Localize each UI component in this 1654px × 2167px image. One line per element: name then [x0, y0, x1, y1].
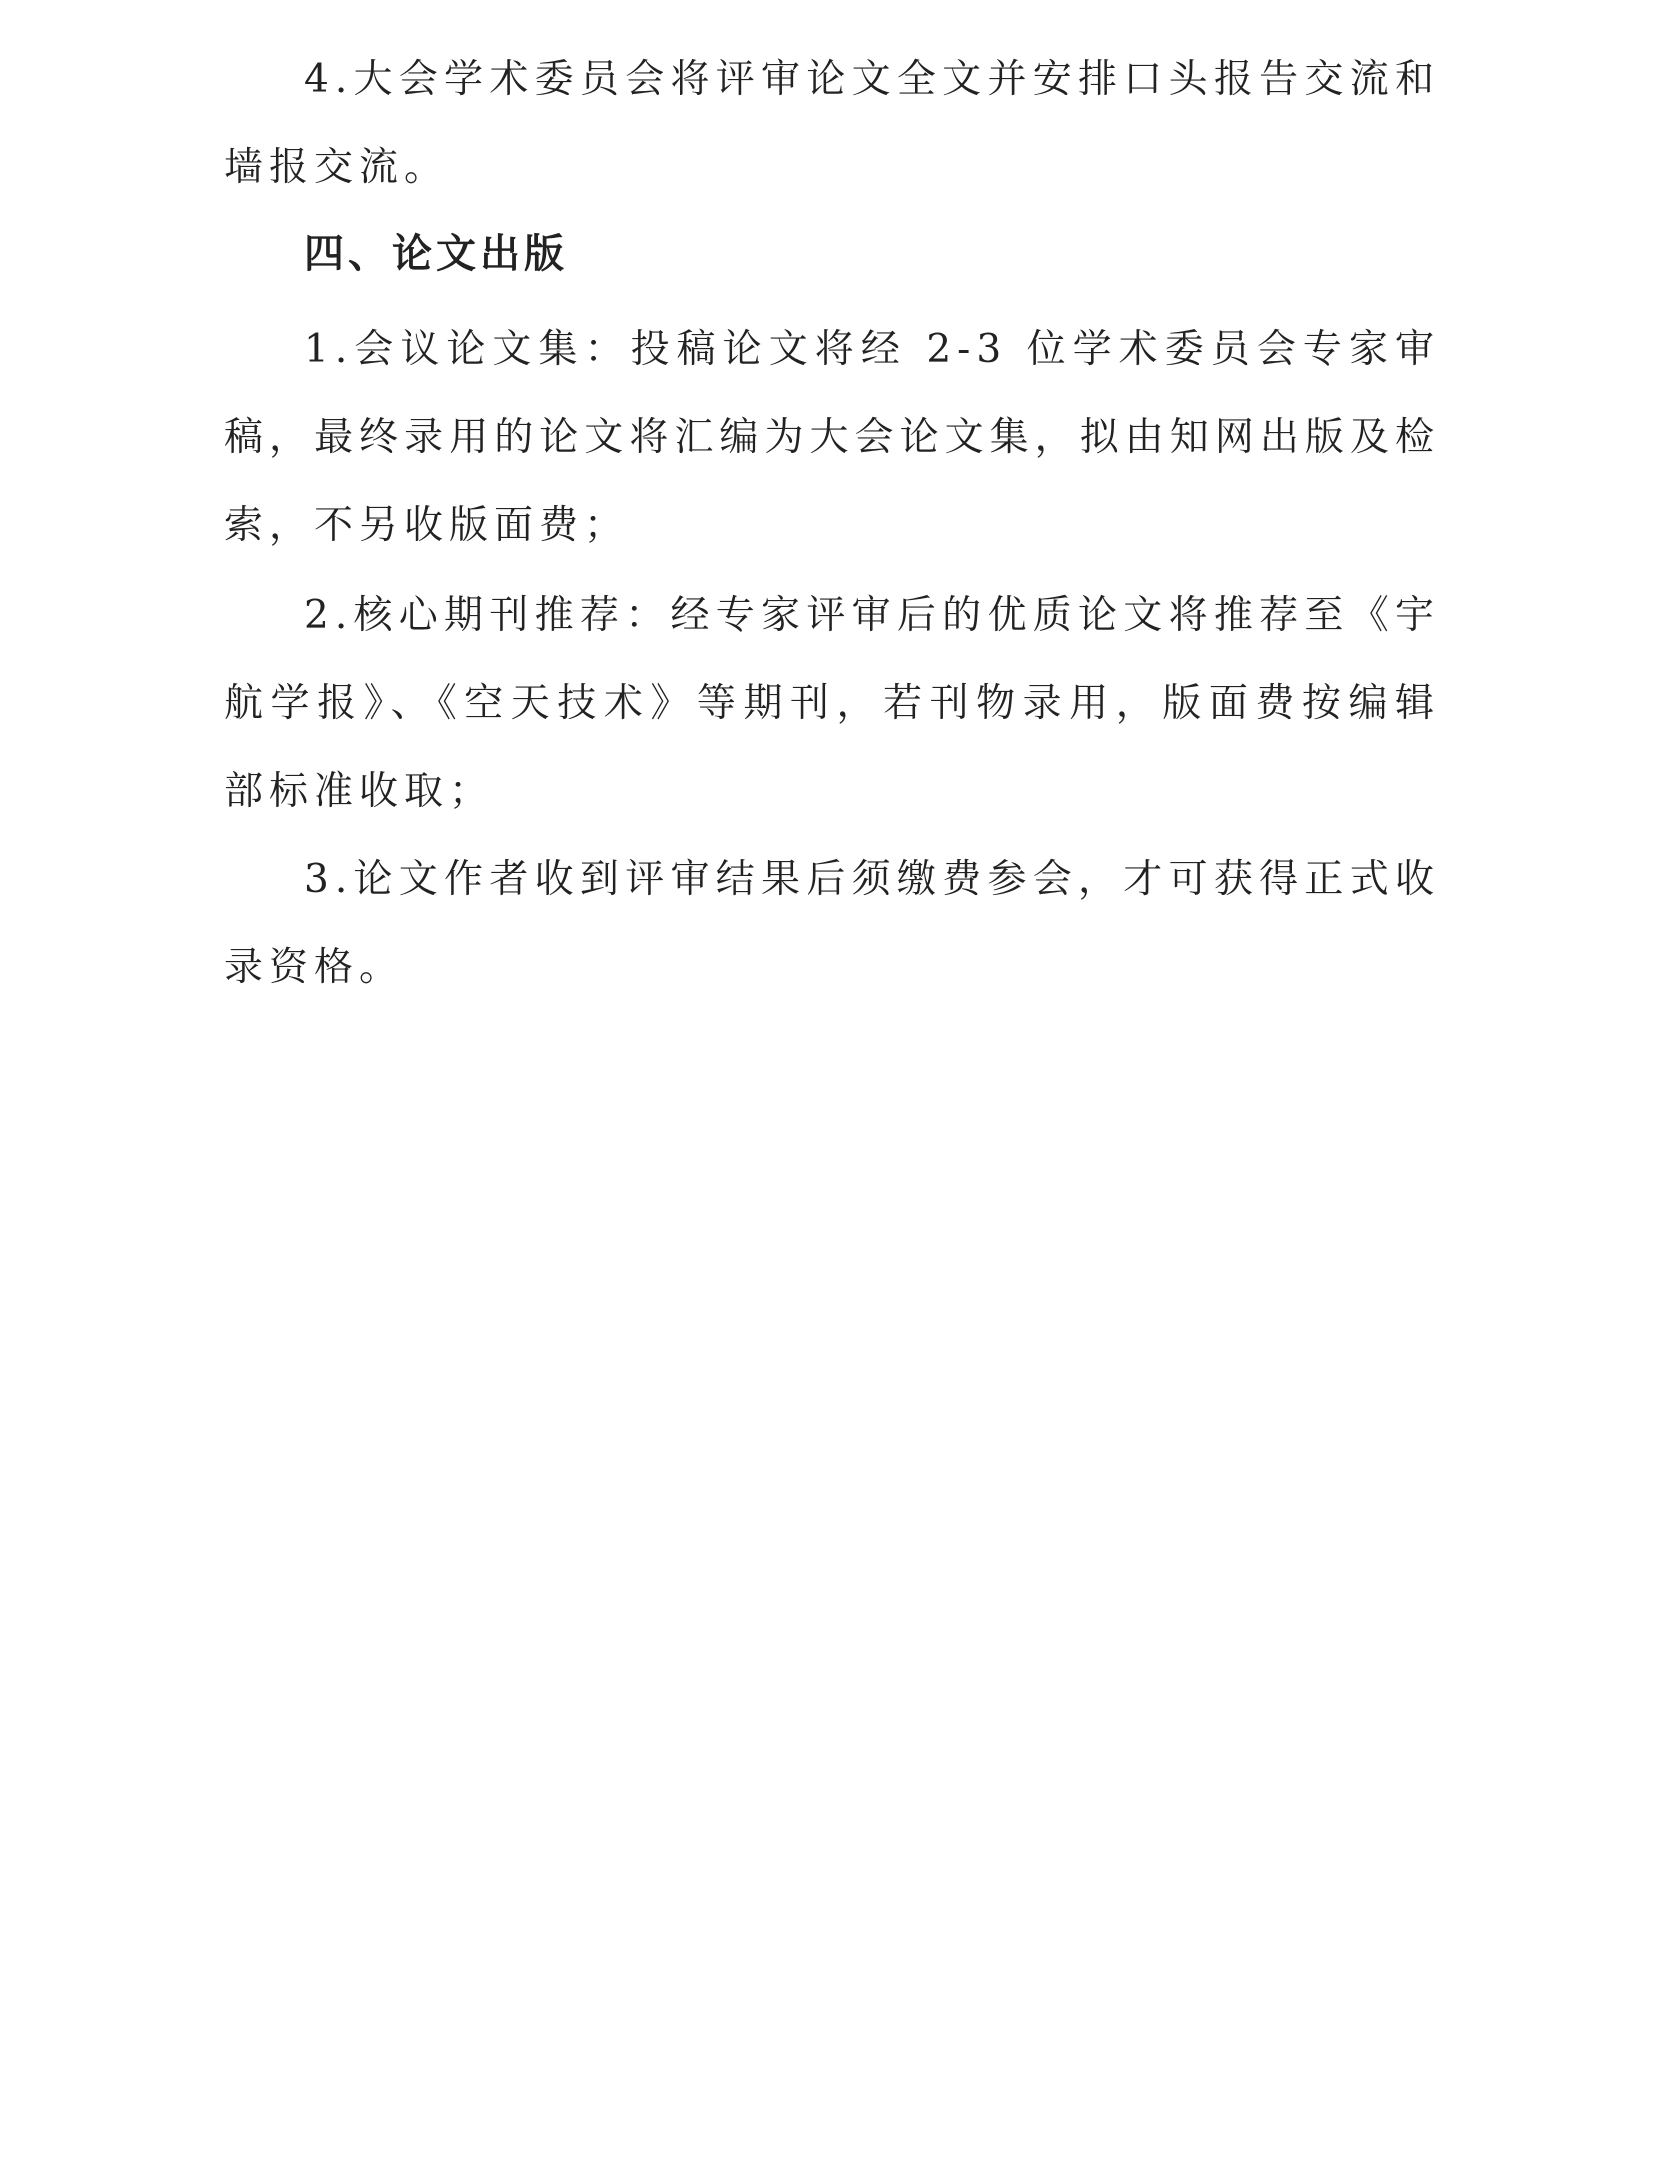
paragraph-proceedings: 1.会议论文集：投稿论文将经 2-3 位学术委员会专家审稿，最终录用的论文将汇编为大会论文集，拟由知网出版及检索，不另收版面费；: [224, 327, 1440, 548]
document-body: [224, 36, 1440, 1012]
paragraph-exchange: 4.大会学术委员会将评审论文全文并安排口头报告交流和墙报交流。: [224, 57, 1440, 190]
paragraph-journal-recommendation: 2.核心期刊推荐：经专家评审后的优质论文将推荐至《宇航学报》、《空天技术》等期刊，若刊物录用，版面费按编辑部标准收取；: [224, 593, 1440, 814]
paragraph-payment-requirement: 3.论文作者收到评审结果后须缴费参会，才可获得正式收录资格。: [224, 857, 1440, 990]
section-heading: 四、论文出版: [304, 231, 568, 277]
